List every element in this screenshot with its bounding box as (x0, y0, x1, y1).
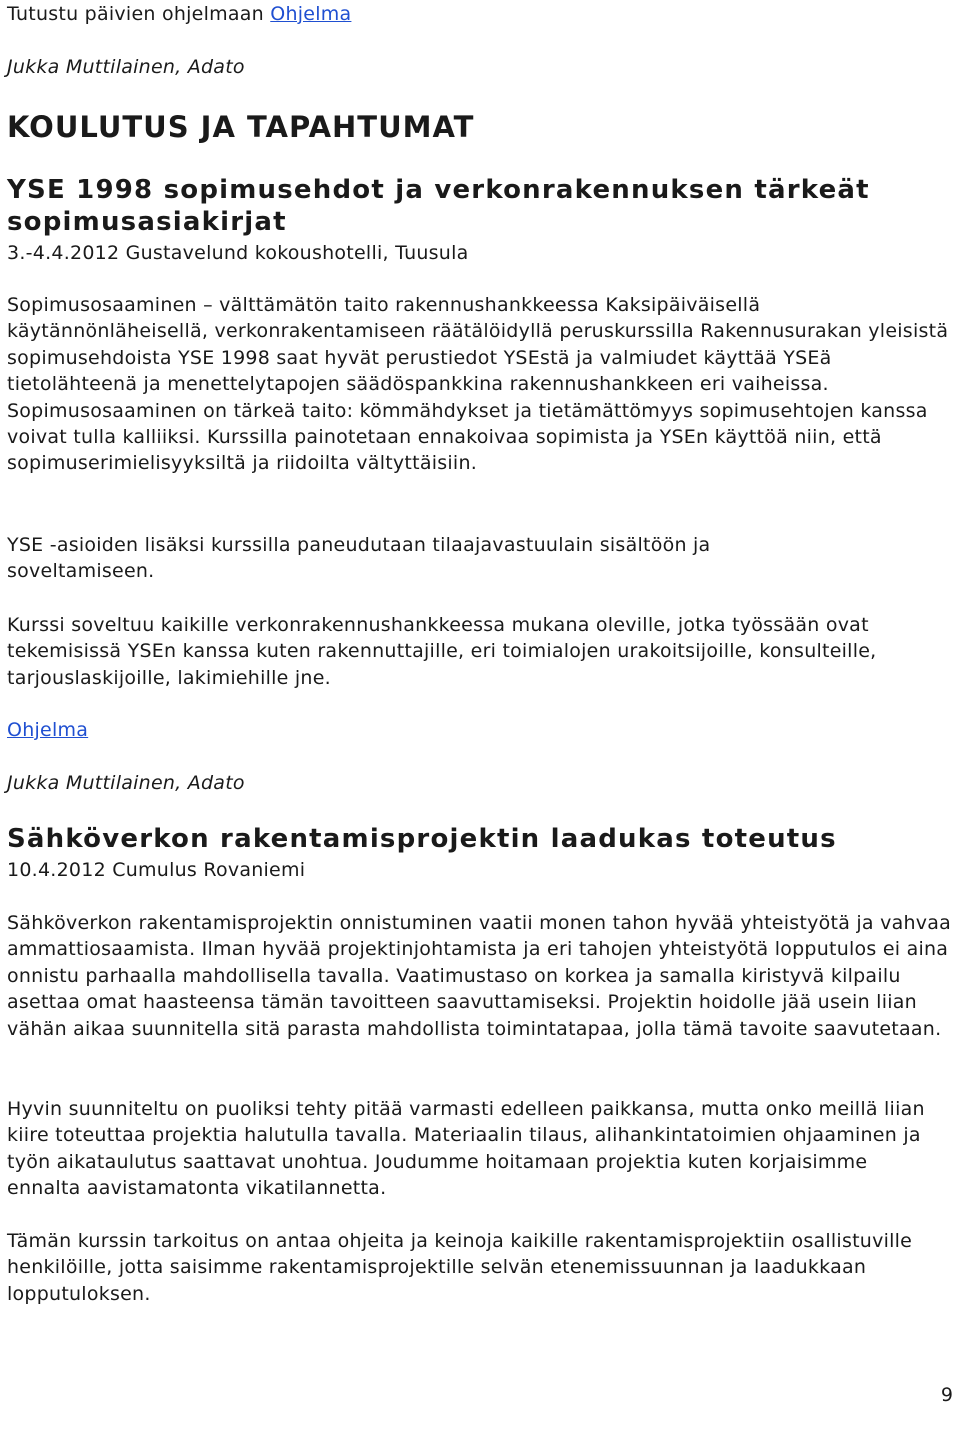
course2-title: Sähköverkon rakentamisprojektin laadukas toteutus (7, 824, 837, 854)
intro-text: Tutustu päivien ohjelmaan (7, 3, 271, 25)
intro-line (7, 1, 351, 27)
course1-program-link-line (7, 717, 88, 743)
section-heading: KOULUTUS JA TAPAHTUMAT (7, 110, 475, 144)
course1-paragraph-2: YSE -asioiden lisäksi kurssilla paneudutaan tilaajavastuulain sisältöön ja soveltamiseen. (7, 534, 711, 583)
course2-paragraph-2: Hyvin suunniteltu on puoliksi tehty pitää varmasti edelleen paikkansa, mutta onko meillä liian kiire toteuttaa projektia halutulla tavalla. Materiaalin tilaus, alihankintatoimien ohjaaminen ja työn aikataulutus saattavat unohtua. Joudumme hoitamaan projektia kuten korjaisimme ennalta aavistamatonta vikatilannetta. (7, 1098, 925, 1200)
page-number: 9 (940, 1384, 953, 1406)
course1-date-location: 3.-4.4.2012 Gustavelund kokoushotelli, Tuusula (7, 242, 469, 264)
course2-paragraph-1: Sähköverkon rakentamisprojektin onnistuminen vaatii monen tahon hyvää yhteistyötä ja vahvaa ammattiosaamista. Ilman hyvää projektinjohtamista ja eri tahojen yhteistyötä lopputulos ei aina onnistu parhaalla mahdollisella tavalla. Vaatimustaso on korkea ja samalla kiristyvä kilpailu asettaa omat haasteensa tämän tavoitteen saavuttamiseksi. Projektin hoidolle jää usein liian vähän aikaa suunnitella sitä parasta mahdollista toimintatapaa, jolla tämä tavoite saavutetaan. (7, 912, 952, 1040)
course1-paragraph-1: Sopimusosaaminen – välttämätön taito rakennushankkeessa Kaksipäiväisellä käytännönläheisellä, verkonrakentamiseen räätälöidyllä peruskurssilla Rakennusurakan yleisistä sopimusehdoista YSE 1998 saat hyvät perustiedot YSEstä ja valmiudet käyttää YSEä tietolähteenä ja menettelytapojen säädöspankkina rakennushankkeen eri vaiheissa. Sopimusosaaminen on tärkeä taito: kömmähdykset ja tietämättömyys sopimusehtojen kanssa voivat tulla kalliiksi. Kurssilla painotetaan ennakoivaa sopimista ja YSEn käyttöä niin, että sopimuserimielisyyksiltä ja riidoilta vältyttäisiin. (7, 294, 949, 475)
program-link-top[interactable]: Ohjelma (270, 3, 352, 25)
course1-paragraph-3: Kurssi soveltuu kaikille verkonrakennushankkeessa mukana oleville, jotka työssään ovat tekemisissä YSEn kanssa kuten rakennuttajille, eri toimialojen urakoitsijoille, konsulteille, tarjouslaskijoille, lakimiehille jne. (7, 614, 877, 689)
course1-author: Jukka Muttilainen, Adato (7, 56, 245, 78)
course2-paragraph-3: Tämän kurssin tarkoitus on antaa ohjeita ja keinoja kaikille rakentamisprojektiin osallistuville henkilöille, jotta saisimme rakentamisprojektille selvän etenemissuunnan ja laadukkaan lopputuloksen. (7, 1230, 913, 1305)
course2-date-location: 10.4.2012 Cumulus Rovaniemi (7, 859, 306, 881)
program-link-course1[interactable]: Ohjelma (7, 719, 89, 741)
course1-title: YSE 1998 sopimusehdot ja verkonrakennuksen tärkeät sopimusasiakirjat (7, 175, 870, 237)
course2-author: Jukka Muttilainen, Adato (7, 772, 245, 794)
